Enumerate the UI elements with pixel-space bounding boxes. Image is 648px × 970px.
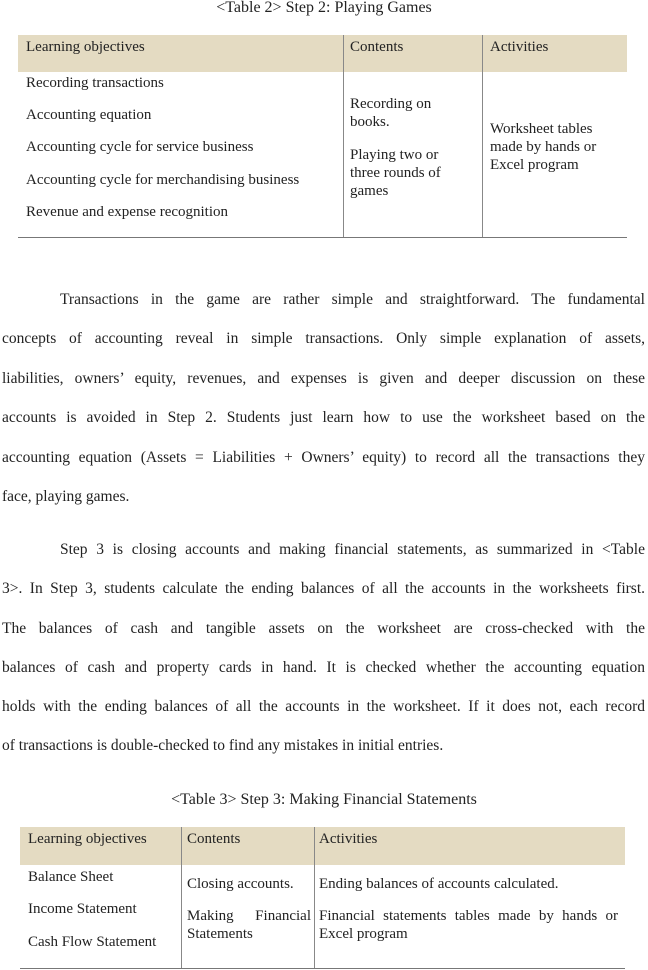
table3-objective: Balance Sheet — [28, 869, 114, 885]
table2-content: games — [350, 183, 389, 199]
table3-content: Making Financial — [187, 908, 311, 924]
table2-objective: Accounting equation — [26, 107, 152, 123]
table3 — [20, 827, 625, 969]
table3-header-objectives: Learning objectives — [28, 831, 147, 847]
table2-header-objectives: Learning objectives — [26, 39, 145, 55]
text-line: liabilities, owners’ equity, revenues, and expenses is given and deeper discussion on these — [2, 370, 645, 387]
table2-header-contents: Contents — [350, 39, 404, 55]
table3-objective: Cash Flow Statement — [28, 934, 157, 950]
table2-caption: <Table 2> Step 2: Playing Games — [216, 0, 432, 16]
table2-objective: Accounting cycle for service business — [26, 139, 254, 155]
text-line: accounting equation (Assets = Liabilities + Owners’ equity) to record all the transactions they — [2, 449, 645, 466]
text-line: concepts of accounting reveal in simple transactions. Only simple explanation of assets, — [2, 330, 645, 347]
text-line: face, playing games. — [2, 488, 130, 505]
table3-content: Closing accounts. — [187, 876, 294, 892]
text-line: The balances of cash and tangible assets on the worksheet are cross-checked with the — [2, 620, 645, 637]
table2-header-activities: Activities — [490, 39, 549, 55]
table3-activity: Ending balances of accounts calculated. — [319, 876, 559, 892]
table2-activity: Worksheet tables — [490, 121, 593, 137]
table2-objective: Recording transactions — [26, 75, 164, 91]
text-line: 3>. In Step 3, students calculate the ending balances of all the accounts in the worksheets first. — [2, 580, 645, 597]
table3-content: Statements — [187, 926, 253, 942]
table3-activity: Excel program — [319, 926, 408, 942]
text-line: Step 3 is closing accounts and making financial statements, as summarized in <Table — [60, 541, 645, 558]
table2-objective: Accounting cycle for merchandising business — [26, 172, 300, 188]
table2-objective: Revenue and expense recognition — [26, 204, 229, 220]
table2-content: Playing two or — [350, 147, 439, 163]
text-line: holds with the ending balances of all the accounts in the worksheet. If it does not, each record — [2, 698, 645, 715]
table3-activity: Financial statements tables made by hands or — [319, 908, 618, 924]
table3-caption: <Table 3> Step 3: Making Financial Statements — [171, 791, 477, 808]
table2-activity: Excel program — [490, 157, 579, 173]
table2 — [18, 35, 627, 238]
table2-content: three rounds of — [350, 165, 441, 181]
table3-header-activities: Activities — [319, 831, 378, 847]
text-line: balances of cash and property cards in hand. It is checked whether the accounting equation — [2, 659, 645, 676]
text-line: accounts is avoided in Step 2. Students just learn how to use the worksheet based on the — [2, 409, 645, 426]
text-line: of transactions is double-checked to find any mistakes in initial entries. — [2, 737, 444, 754]
text-line: Transactions in the game are rather simple and straightforward. The fundamental — [60, 291, 645, 308]
table2-content: books. — [350, 114, 390, 130]
table3-objective: Income Statement — [28, 901, 137, 917]
table3-header-contents: Contents — [187, 831, 241, 847]
table2-activity: made by hands or — [490, 139, 597, 155]
table2-content: Recording on — [350, 96, 432, 112]
